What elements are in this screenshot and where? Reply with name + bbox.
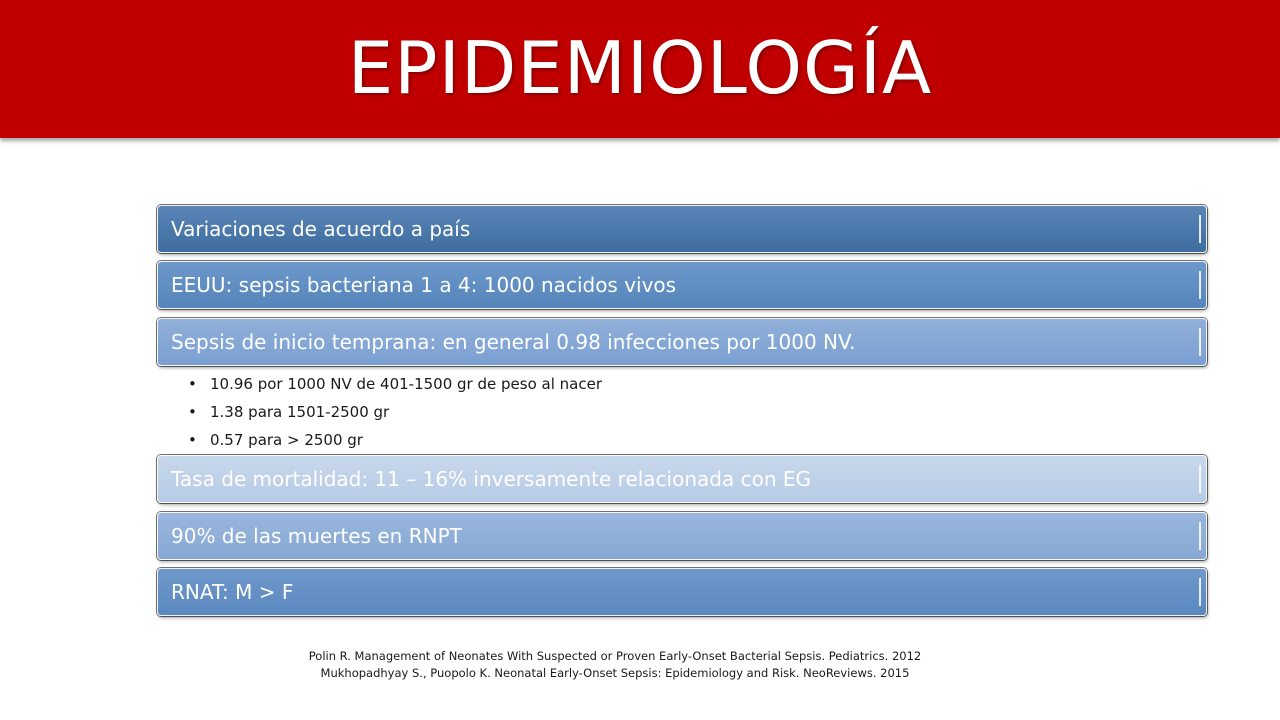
reference-mukhopadhyay: Mukhopadhyay S., Puopolo K. Neonatal Early-Onset Sepsis: Epidemiology and Risk. NeoReviews. 2015	[320, 666, 910, 680]
bar-muertes-rnpt: 90% de las muertes en RNPT	[157, 512, 1207, 560]
references	[0, 648, 1230, 682]
bar-tasa-mortalidad: Tasa de mortalidad: 11 – 16% inversamente relacionada con EG	[157, 455, 1207, 503]
reference-polin: Polin R. Management of Neonates With Suspected or Proven Early-Onset Bacterial Sepsis. Pediatrics. 2012	[308, 649, 922, 663]
bar-variaciones-pais: Variaciones de acuerdo a país	[157, 205, 1207, 253]
slide-title: EPIDEMIOLOGÍA	[347, 26, 933, 110]
title-banner	[0, 0, 1280, 138]
list-item: • 1.38 para 1501-2500 gr	[186, 398, 602, 426]
list-item: • 10.96 por 1000 NV de 401-1500 gr de peso al nacer	[186, 370, 602, 398]
list-item: • 0.57 para > 2500 gr	[186, 426, 602, 454]
bar-sepsis-inicio-temprana: Sepsis de inicio temprana: en general 0.98 infecciones por 1000 NV.	[157, 318, 1207, 366]
bar-eeuu-sepsis: EEUU: sepsis bacteriana 1 a 4: 1000 nacidos vivos	[157, 261, 1207, 309]
bar-rnat: RNAT: M > F	[157, 568, 1207, 616]
sub-list	[186, 370, 602, 454]
